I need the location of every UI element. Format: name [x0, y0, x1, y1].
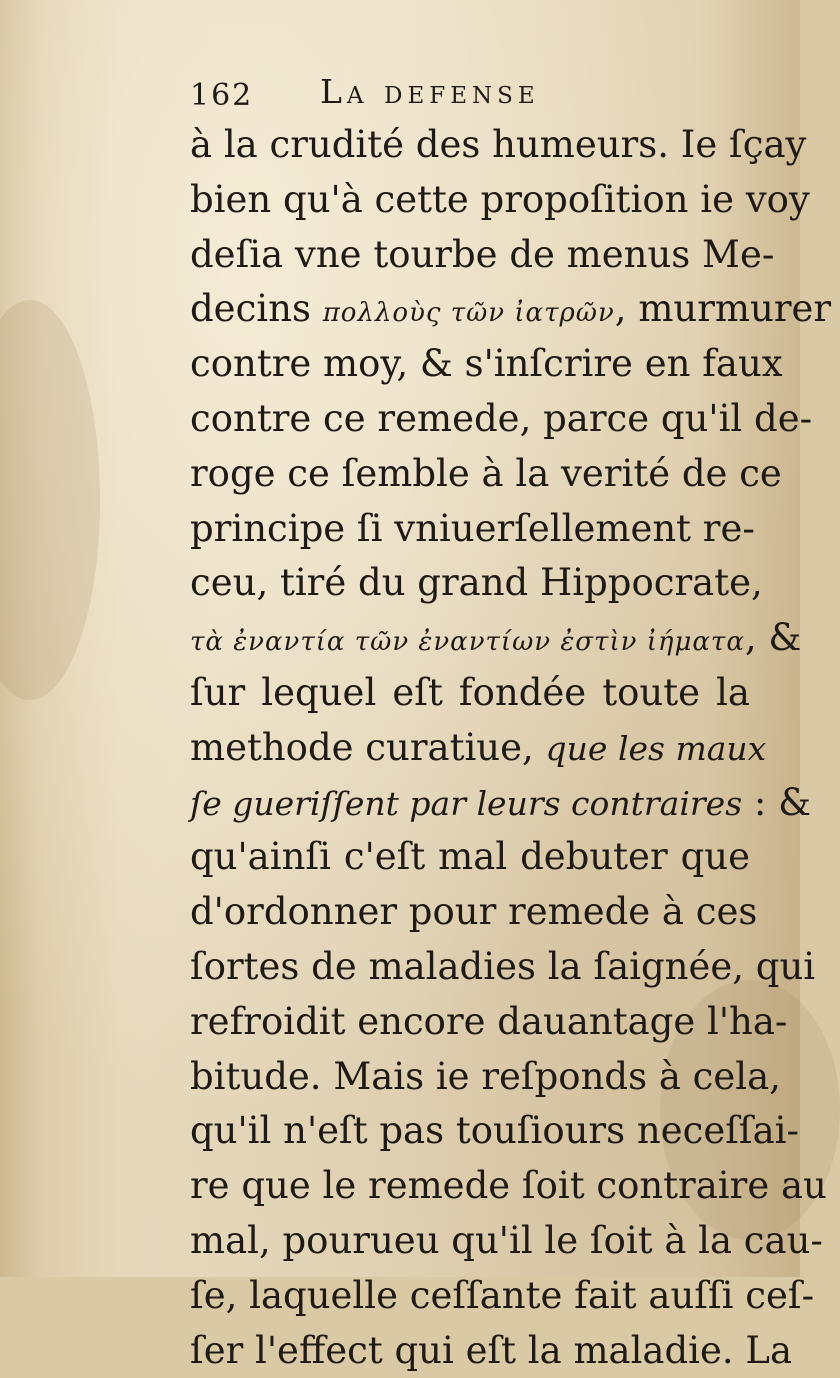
- text-segment: : &: [742, 780, 812, 824]
- text-line: roge ce ſemble à la verité de ce: [190, 451, 782, 495]
- text-segment: methode curatiue,: [190, 725, 546, 769]
- italic-quote: que les maux: [545, 728, 767, 768]
- text-line: deſia vne tourbe de menus Me-: [190, 232, 775, 276]
- text-segment: decins: [190, 287, 323, 331]
- italic-quote: ſe gueriſſent par leurs contraires: [190, 783, 743, 823]
- text-line: ſer l'effect qui eſt la maladie. La: [190, 1328, 793, 1372]
- text-line: ſe, laquelle ceſſante fait auſſi ceſ-: [190, 1273, 815, 1317]
- text-line: d'ordonner pour remede à ces: [190, 890, 758, 934]
- text-line: [190, 776, 812, 831]
- text-line: ſur lequel eſt fondée toute la: [190, 670, 750, 714]
- text-line: contre moy, & s'inſcrire en faux: [190, 342, 783, 386]
- text-line: à la crudité des humeurs. Ie ſçay: [190, 123, 807, 166]
- text-line: ceu, tiré du grand Hippocrate,: [190, 561, 763, 605]
- text-segment: , &: [744, 616, 802, 660]
- text-segment: , murmurer: [614, 287, 832, 331]
- text-line: re que le remede ſoit contraire au: [190, 1164, 827, 1208]
- page-header: [190, 72, 750, 120]
- text-line: bien qu'à cette propoſition ie voy: [190, 177, 810, 221]
- text-line: ſortes de maladies la ſaignée, qui: [190, 944, 816, 988]
- text-line: contre ce remede, parce qu'il de-: [190, 396, 813, 440]
- body-text: [190, 118, 832, 1378]
- text-line: mal, pourueu qu'il le ſoit à la cau-: [190, 1218, 823, 1262]
- text-line: principe ſi vniuerſellement re-: [190, 506, 755, 550]
- greek-phrase: τὰ ἐναντία τῶν ἐναντίων ἐστὶν ἰήματα: [190, 627, 745, 658]
- paper-stain: [0, 300, 100, 700]
- greek-phrase: πολλοὺς τῶν ἰατρῶν: [322, 298, 615, 329]
- page-number: 162: [190, 78, 254, 113]
- running-title: La defense: [320, 72, 540, 111]
- text-line: qu'ainſi c'eſt mal debuter que: [190, 835, 750, 879]
- text-line: [190, 611, 802, 666]
- text-line: refroidit encore dauantage l'ha-: [190, 999, 788, 1043]
- text-line: [190, 282, 832, 337]
- text-line: [190, 721, 767, 776]
- text-line: bitude. Mais ie reſponds à cela,: [190, 1054, 781, 1098]
- text-line: qu'il n'eſt pas touſiours neceſſai-: [190, 1109, 800, 1153]
